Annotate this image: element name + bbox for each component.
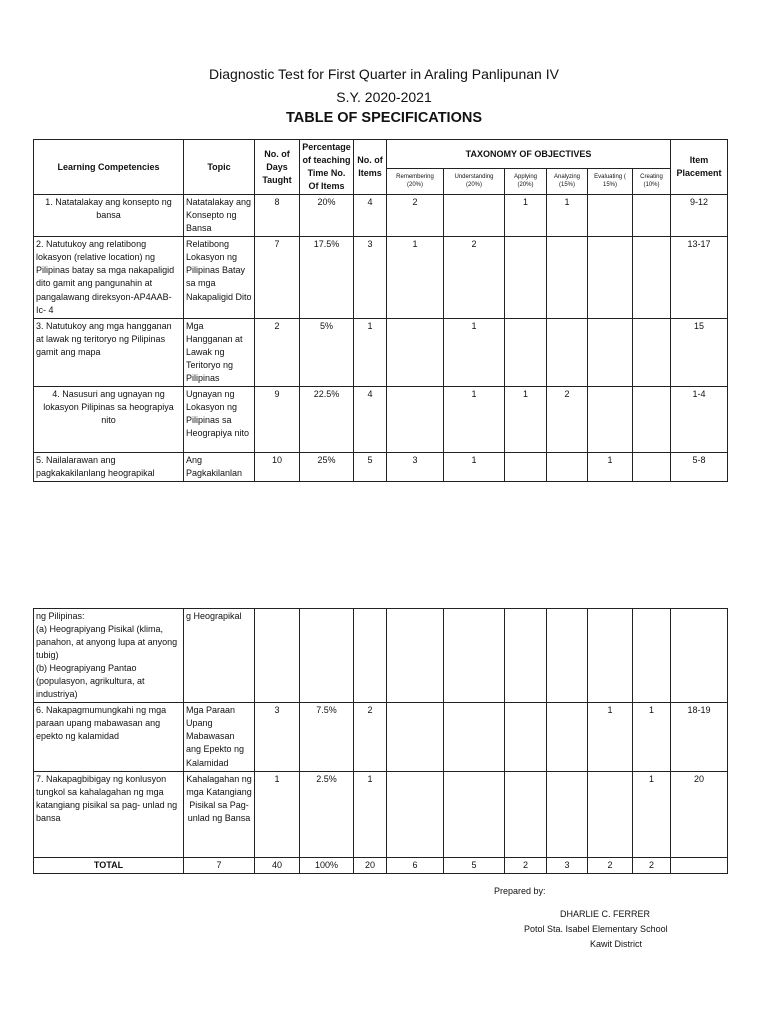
remembering-header: Remembering (20%) <box>387 169 444 195</box>
competency-line: ng Pilipinas: <box>36 611 85 621</box>
items-cell: 2 <box>354 703 387 771</box>
total-items-cell: 20 <box>354 857 387 873</box>
understanding-cell: 2 <box>444 237 505 318</box>
placement-cell: 20 <box>671 771 728 857</box>
table-row <box>34 452 728 481</box>
topic-cell: Ang Pagkakilanlan <box>184 452 255 481</box>
school-year: S.Y. 2020-2021 <box>336 89 432 105</box>
percentage-cell: 2.5% <box>300 771 354 857</box>
creating-cell <box>633 318 671 386</box>
evaluating-cell <box>588 237 633 318</box>
total-ana-cell: 3 <box>547 857 588 873</box>
placement-cell: 13-17 <box>671 237 728 318</box>
total-cre-cell: 2 <box>633 857 671 873</box>
table-row <box>34 195 728 237</box>
evaluating-cell <box>588 771 633 857</box>
competency-cell: 1. Natatalakay ang konsepto ng bansa <box>34 195 184 237</box>
competency-cell: 5. Nailalarawan ang pagkakakilanlang heograpikal <box>34 452 184 481</box>
remembering-cell <box>387 318 444 386</box>
percentage-cell: 25% <box>300 452 354 481</box>
total-und-cell: 5 <box>444 857 505 873</box>
remembering-cell: 3 <box>387 452 444 481</box>
table-row <box>34 771 728 857</box>
percentage-cell: 17.5% <box>300 237 354 318</box>
competency-cell: 2. Natutukoy ang relatibong lokasyon (relative location) ng Pilipinas batay sa mga nakapaligid dito gamit ang pangunahin at pangalawang direksyon-AP4AAB-Ic- 4 <box>34 237 184 318</box>
days-cell: 9 <box>255 386 300 452</box>
total-row <box>34 857 728 873</box>
topic-cell: Kahalagahan ng mga Katangiang Pisikal sa Pag-unlad ng Bansa <box>184 771 255 857</box>
creating-cell: 1 <box>633 703 671 771</box>
understanding-cell: 1 <box>444 318 505 386</box>
creating-cell <box>633 452 671 481</box>
total-days-cell: 40 <box>255 857 300 873</box>
preparer-district: Kawit District <box>590 939 643 949</box>
percentage-cell: 22.5% <box>300 386 354 452</box>
placement-cell: 5-8 <box>671 452 728 481</box>
applying-header: Applying (20%) <box>505 169 547 195</box>
competency-line: (a) Heograpiyang Pisikal (klima, panahon, at anyong lupa at anyong tubig) <box>36 624 178 661</box>
evaluating-cell <box>588 318 633 386</box>
applying-cell <box>505 771 547 857</box>
days-cell: 7 <box>255 237 300 318</box>
table-cell <box>588 609 633 703</box>
analyzing-cell <box>547 318 588 386</box>
table-row <box>34 318 728 386</box>
table-row <box>34 609 728 703</box>
topic-cell: g Heograpikal <box>184 609 255 703</box>
competency-cell: 7. Nakapagbibigay ng konlusyon tungkol sa kahalagahan ng mga katangiang pisikal sa pag- unlad ng bansa <box>34 771 184 857</box>
topic-cell: Natatalakay ang Konsepto ng Bansa <box>184 195 255 237</box>
placement-cell: 9-12 <box>671 195 728 237</box>
total-eva-cell: 2 <box>588 857 633 873</box>
remembering-cell <box>387 386 444 452</box>
analyzing-cell <box>547 237 588 318</box>
analyzing-cell: 2 <box>547 386 588 452</box>
topic-cell: Mga Hangganan at Lawak ng Teritoryo ng Pilipinas <box>184 318 255 386</box>
items-cell: 1 <box>354 771 387 857</box>
applying-cell: 1 <box>505 386 547 452</box>
competency-line: (b) Heograpiyang Pantao (populasyon, agrikultura, at industriya) <box>36 663 145 700</box>
items-cell: 4 <box>354 386 387 452</box>
competency-cell: 4. Nasusuri ang ugnayan ng lokasyon Pilipinas sa heograpiya nito <box>34 386 184 452</box>
competencies-header: Learning Competencies <box>34 140 184 195</box>
evaluating-cell <box>588 386 633 452</box>
applying-cell <box>505 703 547 771</box>
placement-cell: 18-19 <box>671 703 728 771</box>
creating-header: Creating (10%) <box>633 169 671 195</box>
analyzing-cell <box>547 452 588 481</box>
items-header: No. of Items <box>354 140 387 195</box>
applying-cell <box>505 452 547 481</box>
creating-cell <box>633 237 671 318</box>
percentage-cell: 7.5% <box>300 703 354 771</box>
percentage-cell: 5% <box>300 318 354 386</box>
table-cell <box>300 609 354 703</box>
preparer-name: DHARLIE C. FERRER <box>560 909 651 919</box>
total-topic-cell: 7 <box>184 857 255 873</box>
prepared-by-label: Prepared by: <box>494 886 546 896</box>
competency-cell: 3. Natutukoy ang mga hangganan at lawak ng teritoryo ng Pilipinas gamit ang mapa <box>34 318 184 386</box>
remembering-cell: 2 <box>387 195 444 237</box>
days-cell: 10 <box>255 452 300 481</box>
items-cell: 3 <box>354 237 387 318</box>
table-row <box>34 237 728 318</box>
creating-cell <box>633 195 671 237</box>
table-cell <box>444 609 505 703</box>
analyzing-cell <box>547 771 588 857</box>
specifications-table-continued <box>33 608 728 874</box>
table-cell <box>671 609 728 703</box>
taxonomy-header: TAXONOMY OF OBJECTIVES <box>387 140 671 169</box>
table-cell <box>387 609 444 703</box>
topic-cell: Relatibong Lokasyon ng Pilipinas Batay sa mga Nakapaligid Dito <box>184 237 255 318</box>
table-heading: TABLE OF SPECIFICATIONS <box>285 110 483 126</box>
understanding-cell <box>444 703 505 771</box>
topic-cell: Ugnayan ng Lokasyon ng Pilipinas sa Heograpiya nito <box>184 386 255 452</box>
evaluating-header: Evaluating ( 15%) <box>588 169 633 195</box>
preparer-school: Potol Sta. Isabel Elementary School <box>524 924 668 934</box>
specifications-table <box>33 139 728 482</box>
table-cell <box>633 609 671 703</box>
table-row <box>34 703 728 771</box>
table-row <box>34 386 728 452</box>
days-cell: 3 <box>255 703 300 771</box>
total-place-cell <box>671 857 728 873</box>
total-rem-cell: 6 <box>387 857 444 873</box>
days-cell: 8 <box>255 195 300 237</box>
items-cell: 1 <box>354 318 387 386</box>
days-cell: 2 <box>255 318 300 386</box>
placement-cell: 1-4 <box>671 386 728 452</box>
understanding-cell: 1 <box>444 452 505 481</box>
applying-cell <box>505 318 547 386</box>
competency-cell: 6. Nakapagmumungkahi ng mga paraan upang mabawasan ang epekto ng kalamidad <box>34 703 184 771</box>
table-cell <box>354 609 387 703</box>
table-cell <box>505 609 547 703</box>
analyzing-cell: 1 <box>547 195 588 237</box>
remembering-cell <box>387 703 444 771</box>
remembering-cell <box>387 771 444 857</box>
table-body-continued <box>34 609 728 874</box>
days-cell: 1 <box>255 771 300 857</box>
total-label: TOTAL <box>34 857 184 873</box>
topic-cell: Mga Paraan Upang Mabawasan ang Epekto ng Kalamidad <box>184 703 255 771</box>
table-body <box>34 195 728 482</box>
understanding-cell <box>444 771 505 857</box>
evaluating-cell: 1 <box>588 452 633 481</box>
topic-header: Topic <box>184 140 255 195</box>
document-title: Diagnostic Test for First Quarter in Araling Panlipunan IV <box>209 66 559 82</box>
placement-cell: 15 <box>671 318 728 386</box>
evaluating-cell: 1 <box>588 703 633 771</box>
table-cell <box>255 609 300 703</box>
analyzing-cell <box>547 703 588 771</box>
applying-cell: 1 <box>505 195 547 237</box>
percentage-cell: 20% <box>300 195 354 237</box>
understanding-header: Understanding (20%) <box>444 169 505 195</box>
items-cell: 4 <box>354 195 387 237</box>
percentage-header: Percentage of teaching Time No. Of Items <box>300 140 354 195</box>
total-pct-cell: 100% <box>300 857 354 873</box>
days-header: No. of Days Taught <box>255 140 300 195</box>
applying-cell <box>505 237 547 318</box>
header-row <box>34 140 728 169</box>
remembering-cell: 1 <box>387 237 444 318</box>
total-app-cell: 2 <box>505 857 547 873</box>
understanding-cell: 1 <box>444 386 505 452</box>
understanding-cell <box>444 195 505 237</box>
analyzing-header: Analyzing (15%) <box>547 169 588 195</box>
creating-cell: 1 <box>633 771 671 857</box>
competency-cell <box>34 609 184 703</box>
evaluating-cell <box>588 195 633 237</box>
creating-cell <box>633 386 671 452</box>
items-cell: 5 <box>354 452 387 481</box>
placement-header: Item Placement <box>671 140 728 195</box>
table-cell <box>547 609 588 703</box>
